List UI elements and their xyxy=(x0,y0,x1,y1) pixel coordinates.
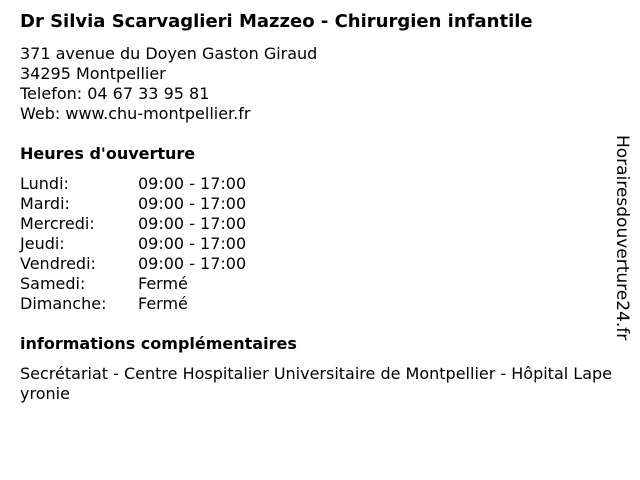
address-web: Web: www.chu-montpellier.fr xyxy=(20,104,251,123)
hours-row-friday xyxy=(20,254,616,274)
address-city: 34295 Montpellier xyxy=(20,64,166,83)
hours-row-tuesday xyxy=(20,194,616,214)
hours-heading: Heures d'ouverture xyxy=(20,144,196,163)
hours-time: 09:00 - 17:00 xyxy=(138,194,247,213)
business-card xyxy=(20,10,616,404)
hours-time: 09:00 - 17:00 xyxy=(138,214,247,233)
page-title: Dr Silvia Scarvaglieri Mazzeo - Chirurgien infantile xyxy=(20,11,533,32)
hours-day: Dimanche: xyxy=(20,294,107,313)
address-block xyxy=(20,44,616,124)
hours-time: 09:00 - 17:00 xyxy=(138,234,247,253)
hours-time: 09:00 - 17:00 xyxy=(138,254,247,273)
address-phone: Telefon: 04 67 33 95 81 xyxy=(20,84,210,103)
hours-day: Jeudi: xyxy=(20,234,65,253)
address-street: 371 avenue du Doyen Gaston Giraud xyxy=(20,44,318,63)
hours-day: Mardi: xyxy=(20,194,70,213)
info-text: Secrétariat - Centre Hospitalier Universitaire de Montpellier - Hôpital Lapeyronie xyxy=(20,364,613,403)
hours-day: Vendredi: xyxy=(20,254,96,273)
info-heading: informations complémentaires xyxy=(20,334,297,353)
opening-hours-table xyxy=(20,174,616,314)
site-watermark: Horairesdouverture24.fr xyxy=(612,135,632,341)
hours-time: Fermé xyxy=(138,294,188,313)
hours-day: Lundi: xyxy=(20,174,69,193)
hours-row-sunday xyxy=(20,294,616,314)
hours-day: Samedi: xyxy=(20,274,86,293)
hours-day: Mercredi: xyxy=(20,214,95,233)
hours-row-wednesday xyxy=(20,214,616,234)
hours-time: 09:00 - 17:00 xyxy=(138,174,247,193)
hours-row-monday xyxy=(20,174,616,194)
hours-row-thursday xyxy=(20,234,616,254)
hours-row-saturday xyxy=(20,274,616,294)
hours-time: Fermé xyxy=(138,274,188,293)
